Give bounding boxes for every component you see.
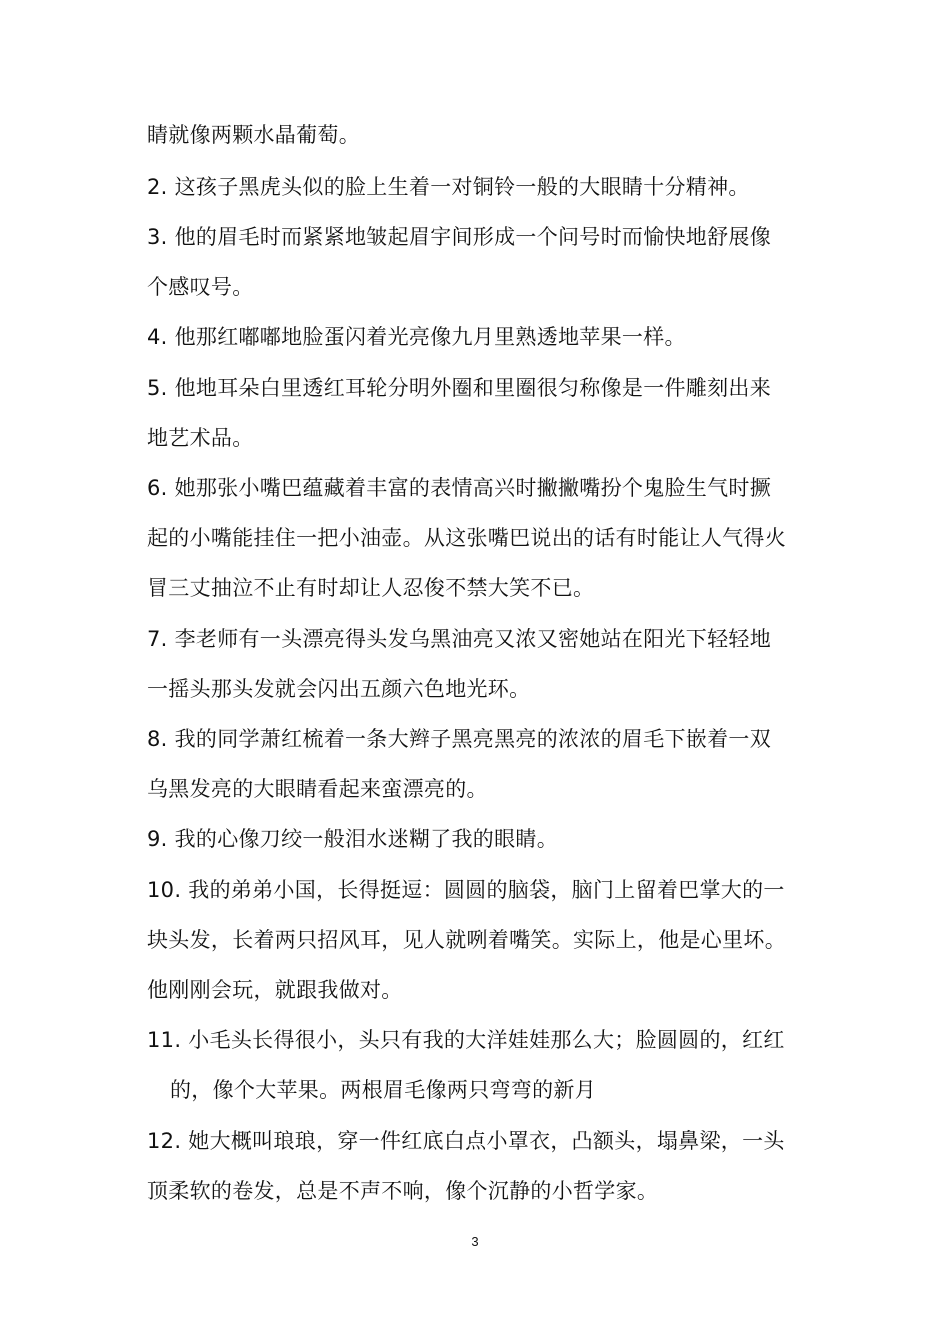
text-line: 2. 这孩子黑虎头似的脸上生着一对铜铃一般的大眼睛十分精神。 [147,175,750,199]
text-line: 地艺术品。 [147,426,254,450]
text-line: 的，像个大苹果。两根眉毛像两只弯弯的新月 [170,1078,596,1102]
text-line: 起的小嘴能挂住一把小油壶。从这张嘴巴说出的话有时能让人气得火 [147,526,786,550]
text-line: 3. 他的眉毛时而紧紧地皱起眉宇间形成一个问号时而愉快地舒展像 [147,225,772,249]
text-line: 12. 她大概叫琅琅，穿一件红底白点小罩衣，凸额头，塌鼻梁，一头 [147,1129,785,1153]
page-number: 3 [471,1234,479,1249]
text-line: 睛就像两颗水晶葡萄。 [147,123,360,147]
text-line: 4. 他那红嘟嘟地脸蛋闪着光亮像九月里熟透地苹果一样。 [147,325,686,349]
text-line: 个感叹号。 [147,275,254,299]
text-line: 冒三丈抽泣不止有时却让人忍俊不禁大笑不已。 [147,576,595,600]
text-line: 乌黑发亮的大眼睛看起来蛮漂亮的。 [147,777,488,801]
text-line: 5. 他地耳朵白里透红耳轮分明外圈和里圈很匀称像是一件雕刻出来 [147,376,772,400]
text-line: 8. 我的同学萧红梳着一条大辫子黑亮黑亮的浓浓的眉毛下嵌着一双 [147,727,772,751]
text-line: 顶柔软的卷发，总是不声不响，像个沉静的小哲学家。 [147,1179,659,1203]
text-line: 9. 我的心像刀绞一般泪水迷糊了我的眼睛。 [147,827,559,851]
text-line: 一摇头那头发就会闪出五颜六色地光环。 [147,677,531,701]
text-line: 7. 李老师有一头漂亮得头发乌黑油亮又浓又密她站在阳光下轻轻地 [147,627,772,651]
text-line: 11. 小毛头长得很小，头只有我的大洋娃娃那么大；脸圆圆的，红红 [147,1028,785,1052]
text-line: 块头发，长着两只招风耳，见人就咧着嘴笑。实际上，他是心里坏。 [147,928,786,952]
text-line: 6. 她那张小嘴巴蕴藏着丰富的表情高兴时撇撇嘴扮个鬼脸生气时撅 [147,476,772,500]
text-line: 他刚刚会玩，就跟我做对。 [147,978,403,1002]
text-line: 10. 我的弟弟小国，长得挺逗：圆圆的脑袋，脑门上留着巴掌大的一 [147,878,785,902]
